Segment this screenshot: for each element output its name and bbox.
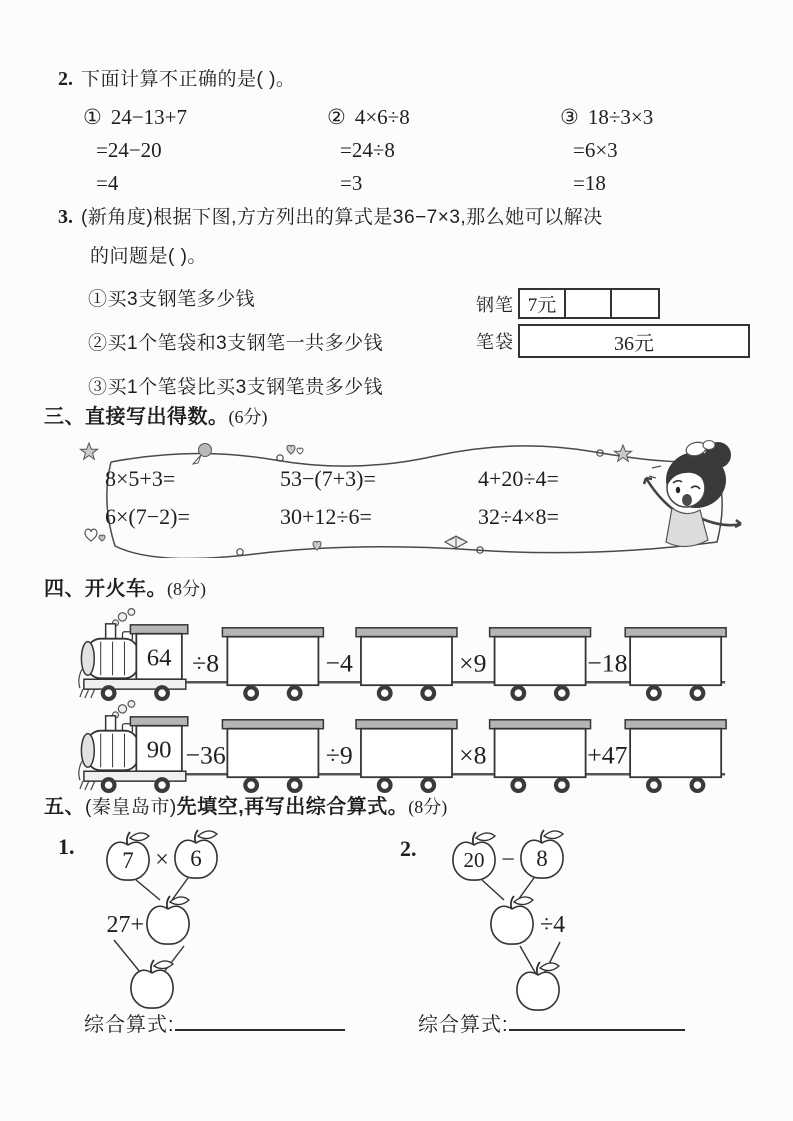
option-step: =18: [573, 171, 606, 195]
option-expression: 24−13+7: [110, 105, 188, 129]
section-title: 四、开火车。: [44, 578, 167, 600]
heart-icon: [85, 529, 105, 541]
train-operator: −4: [325, 648, 353, 678]
section-tag: (秦皇岛市): [85, 797, 177, 818]
oral-problem: 53−(7+3)=: [280, 466, 376, 491]
section-prefix: 五、: [44, 796, 85, 818]
pen-bar: [518, 288, 660, 319]
pen-cell-2: [566, 290, 612, 317]
answer-label: 综合算式:: [418, 1014, 509, 1036]
apple-icon: [147, 896, 189, 944]
option-step: =24÷8: [340, 138, 395, 162]
section-title: 三、直接写出得数。: [44, 406, 229, 428]
q2-option-3: [560, 105, 653, 196]
diagram-number: 1.: [58, 834, 75, 859]
apple-icon: [131, 960, 173, 1008]
girl-illustration: [644, 440, 741, 546]
pencilcase-bar: [518, 324, 750, 358]
answer-label: 综合算式:: [84, 1014, 175, 1036]
train-wagon: [222, 720, 323, 793]
apple-tree-svg: [84, 824, 294, 1016]
train-wagon: [625, 628, 726, 701]
train-wagon: [222, 628, 323, 701]
heart-icon: [287, 445, 303, 454]
apple-diagram-1: [58, 822, 358, 1017]
train-operator: ×8: [459, 740, 487, 770]
question-3-prompt-line1: [58, 202, 778, 229]
q2-option-1: [83, 105, 187, 196]
pen-cell-3: [612, 290, 658, 317]
question-number: 3.: [58, 206, 73, 228]
circled-number: ①: [83, 105, 102, 129]
apple-value: 7: [122, 848, 134, 873]
answer-blank: [509, 1014, 685, 1031]
pencilcase-value: 36元: [614, 332, 654, 355]
diagram-number: 2.: [400, 836, 417, 861]
section-points: (6分): [228, 407, 268, 427]
pencilcase-label: 笔袋: [476, 332, 514, 352]
oral-problem: 8×5+3=: [105, 466, 176, 491]
mid-suffix: ÷4: [540, 912, 566, 938]
oral-problem: 6×(7−2)=: [105, 504, 190, 529]
apple-diagram-2: [398, 822, 698, 1017]
apple-icon: [491, 896, 533, 944]
answer-line-2: [418, 1008, 685, 1037]
train-operator: −18: [587, 648, 628, 678]
answer-line-1: [84, 1008, 345, 1037]
train-wagon: [356, 720, 457, 793]
apple-value: 6: [190, 846, 202, 871]
train-operator: −36: [185, 740, 226, 770]
question-prompt: (新角度)根据下图,方方列出的算式是36−7×3,那么她可以解决: [81, 207, 603, 228]
section-points: (8分): [167, 579, 206, 599]
question-number: 2.: [58, 68, 73, 90]
oral-problem: 32÷4×8=: [478, 504, 559, 529]
train-wagon: [625, 720, 726, 793]
train-start-number: 64: [146, 644, 172, 672]
answer-blank: [175, 1014, 345, 1031]
q3-option-3: ③买1个笔袋比买3支钢笔贵多少钱: [88, 377, 384, 398]
doodle-border: [75, 438, 743, 558]
pen-row: [476, 288, 750, 319]
option-step: =4: [96, 171, 119, 195]
question-2-prompt-line: [58, 64, 768, 91]
option-expression: 18÷3×3: [587, 105, 654, 129]
apple-operator: ×: [155, 847, 169, 873]
section-four-title: [44, 572, 206, 601]
apple-tree-svg: [428, 824, 638, 1016]
oral-calculation-box: [75, 438, 743, 558]
pencilcase-row: [476, 324, 750, 358]
train-start-number: 90: [146, 736, 172, 764]
q3-option-2: ②买1个笔袋和3支钢笔一共多少钱: [88, 333, 384, 354]
option-step: =6×3: [573, 138, 618, 162]
option-step: =3: [340, 171, 363, 195]
section-five-title: [44, 790, 447, 819]
q2-option-2: [327, 105, 410, 196]
question-3: [58, 202, 778, 410]
section-three-title: [44, 400, 268, 429]
question-prompt: 下面计算不正确的是( )。: [81, 69, 296, 90]
train-operator: ÷8: [192, 648, 220, 678]
mid-prefix: 27+: [106, 912, 144, 938]
train-wagon: [490, 628, 591, 701]
book-icon: [445, 536, 467, 548]
oral-problem: 4+20÷4=: [478, 466, 559, 491]
q3-option-1: ①买3支钢笔多少钱: [88, 289, 256, 310]
option-step: =24−20: [96, 138, 162, 162]
train-operator: ÷9: [325, 740, 353, 770]
circled-number: ③: [560, 105, 579, 129]
train-wagon: [490, 720, 591, 793]
train-wagon: [356, 628, 457, 701]
star-icon: [614, 445, 631, 461]
train-operator: ×9: [459, 648, 487, 678]
apple-value: 8: [536, 846, 548, 871]
train-1: [78, 608, 733, 703]
tape-diagram: [476, 288, 750, 358]
pen-label: 钢笔: [476, 294, 514, 315]
circled-number: ②: [327, 105, 346, 129]
star-icon: [80, 443, 97, 459]
train-2: [78, 700, 733, 795]
pen-cell-1: 7元: [520, 290, 566, 317]
section-title: 先填空,再写出综合算式。: [176, 796, 409, 818]
apple-icon: [517, 962, 559, 1010]
question-3-prompt-line2: 的问题是( )。: [90, 246, 207, 267]
train-operator: +47: [587, 740, 628, 770]
apple-operator: −: [501, 847, 515, 873]
section-points: (8分): [408, 797, 448, 817]
option-expression: 4×6÷8: [354, 105, 410, 129]
oral-problem: 30+12÷6=: [280, 504, 372, 529]
apple-value: 20: [463, 848, 485, 872]
